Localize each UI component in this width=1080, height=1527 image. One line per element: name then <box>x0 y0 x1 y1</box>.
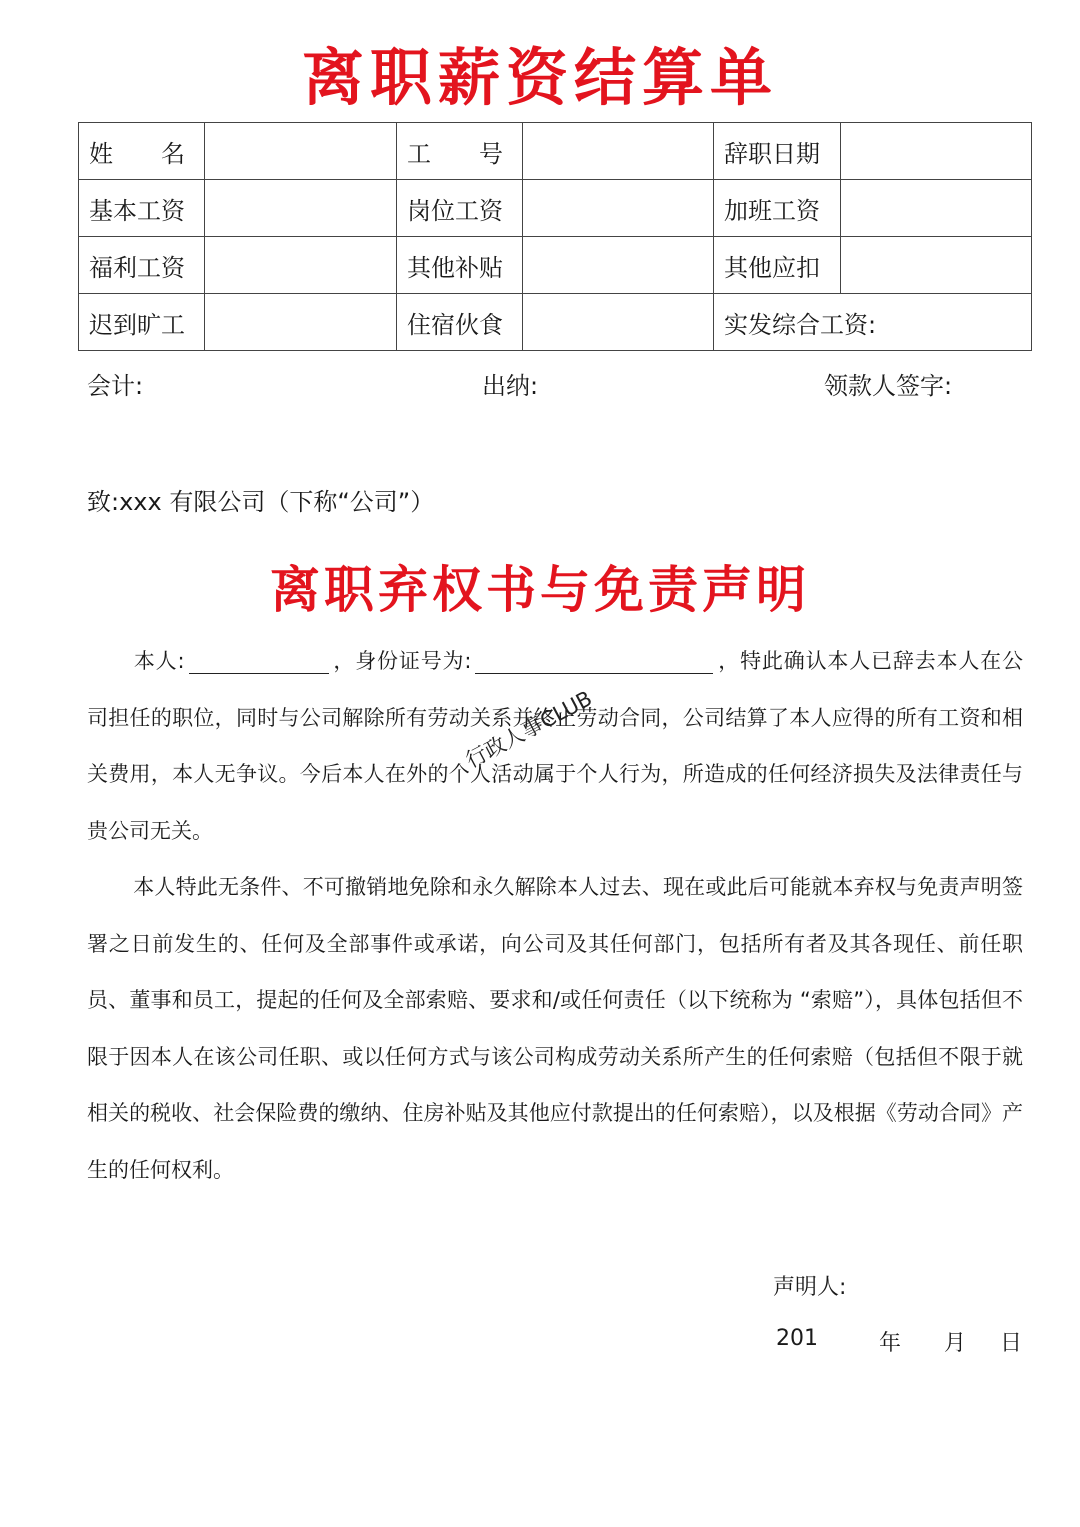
employee-id-label: 工 号 <box>397 123 523 180</box>
confirmation-text: ，特此确认本人已辞去本人在公司担任的职位，同时与公司解除所有劳动关系并终止劳动合同，公司结算了本人应得的所有工资和相关费用，本人无争议。今后本人在外的个人活动属于个人行为，所造成的任何经济损失及法律责任与贵公司无关。 <box>87 649 1024 843</box>
position-salary-value[interactable] <box>523 180 714 237</box>
base-salary-label: 基本工资 <box>79 180 205 237</box>
welfare-salary-label: 福利工资 <box>79 237 205 294</box>
accountant-signature: 会计: <box>87 372 144 400</box>
net-salary-label[interactable]: 实发综合工资: <box>714 294 1032 351</box>
waiver-title: 离职弃权书与免责声明 <box>270 560 810 619</box>
waiver-paragraph-1 <box>87 633 1023 859</box>
resign-date-label: 辞职日期 <box>714 123 841 180</box>
table-row <box>79 294 1032 351</box>
overtime-pay-value[interactable] <box>841 180 1032 237</box>
name-blank[interactable] <box>189 649 329 674</box>
date-year: 年 <box>879 1331 902 1356</box>
declarant-label: 声明人: <box>773 1275 847 1300</box>
date-month: 月 <box>944 1331 967 1356</box>
salary-settlement-table <box>78 122 1032 351</box>
welfare-salary-value[interactable] <box>205 237 397 294</box>
waiver-paragraph-2-text: 本人特此无条件、不可撤销地免除和永久解除本人过去、现在或此后可能就本弃权与免责声明签署之日前发生的、任何及全部事件或承诺，向公司及其任何部门，包括所有者及其各现任、前任职员、董事和员工，提起的任何及全部索赔、要求和/或任何责任（以下统称为 “索赔”），具体包括但不限于因本人在该公司任职、或以任何方式与该公司构成劳动关系所产生的任何索赔（包括但不限于就相关的税收、社会保险费的缴纳、住房补贴及其他应付款提出的任何索赔），以及根据《劳动合同》产生的任何权利。 <box>87 875 1023 1182</box>
resign-date-value[interactable] <box>841 123 1032 180</box>
date-day: 日 <box>1000 1331 1023 1356</box>
name-value[interactable] <box>205 123 397 180</box>
settlement-title: 离职薪资结算单 <box>301 41 778 114</box>
self-label: 本人: <box>133 649 185 673</box>
late-absence-value[interactable] <box>205 294 397 351</box>
position-salary-label: 岗位工资 <box>397 180 523 237</box>
other-deduction-value[interactable] <box>841 237 1032 294</box>
overtime-pay-label: 加班工资 <box>714 180 841 237</box>
table-row <box>79 123 1032 180</box>
other-deduction-label: 其他应扣 <box>714 237 841 294</box>
waiver-paragraph-2 <box>87 859 1023 1198</box>
addressee-line: 致:xxx 有限公司（下称“公司”） <box>87 488 435 516</box>
late-absence-label: 迟到旷工 <box>79 294 205 351</box>
other-allowance-value[interactable] <box>523 237 714 294</box>
board-lodging-value[interactable] <box>523 294 714 351</box>
id-number-blank[interactable] <box>475 649 713 674</box>
cashier-signature: 出纳: <box>482 372 539 400</box>
board-lodging-label: 住宿伙食 <box>397 294 523 351</box>
table-row <box>79 237 1032 294</box>
recipient-signature: 领款人签字: <box>824 372 953 400</box>
id-label: ，身份证号为: <box>332 649 472 673</box>
date-year-prefix: 201 <box>776 1326 818 1351</box>
employee-id-value[interactable] <box>523 123 714 180</box>
table-row <box>79 180 1032 237</box>
watermark-text: 行政人事CLUB <box>461 686 596 773</box>
other-allowance-label: 其他补贴 <box>397 237 523 294</box>
name-label: 姓 名 <box>79 123 205 180</box>
base-salary-value[interactable] <box>205 180 397 237</box>
